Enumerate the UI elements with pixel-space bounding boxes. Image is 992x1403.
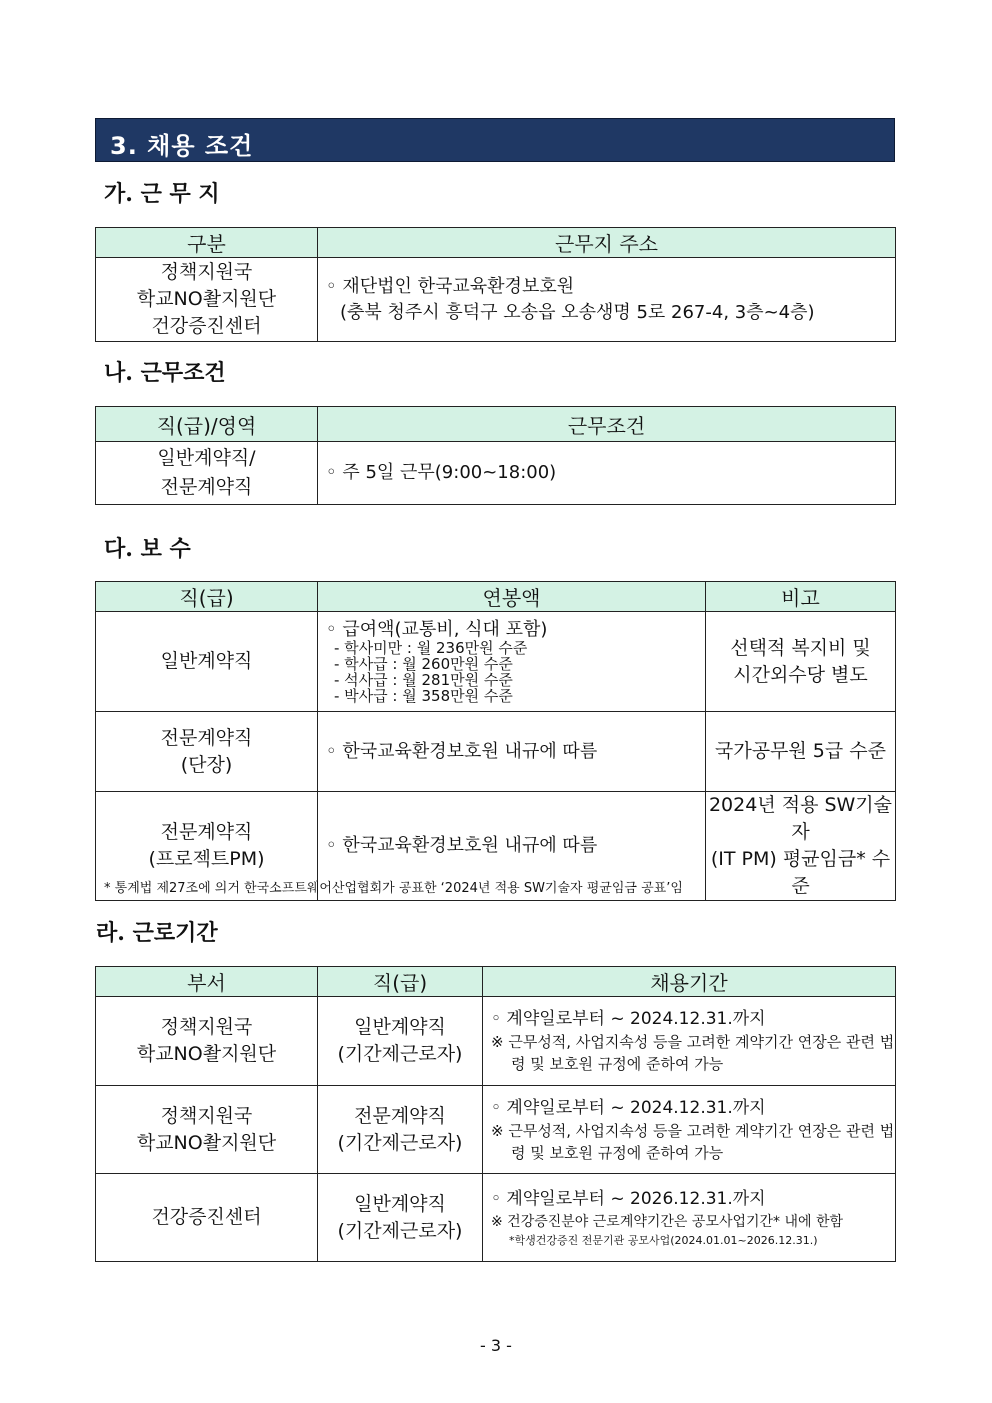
remark-cell (706, 792, 896, 901)
page-number: - 3 - (480, 1336, 512, 1355)
heading-conditions: 나. 근무조건 (104, 360, 226, 386)
location-table (95, 227, 896, 342)
address-org: ◦ 재단법인 한국교육환경보호원 (326, 275, 575, 297)
salary-detail (318, 612, 706, 712)
section-banner (95, 118, 895, 162)
remark-text: 시간외수당 별도 (733, 663, 868, 686)
header-role: 직(급) (318, 967, 483, 997)
dept-name: 건강증진센터 (151, 315, 262, 337)
role-name: (프로젝트PM) (148, 848, 265, 870)
salary-item: - 박사급 : 월 358만원 수준 (334, 686, 513, 705)
dept-name: 건강증진센터 (96, 1174, 318, 1262)
role-director-cell (96, 712, 318, 792)
role-cell (318, 997, 483, 1086)
role-cell (96, 442, 318, 505)
dept-name: 정책지원국 (160, 1104, 253, 1127)
role-cell (318, 1086, 483, 1174)
period-text: ◦ 계약일로부터 ~ 2024.12.31.까지 (491, 1009, 766, 1029)
section-title: 3. 채용 조건 (110, 132, 254, 160)
remark-text: 국가공무원 5급 수준 (706, 712, 896, 792)
role-name: 일반계약직 (354, 1016, 446, 1038)
dept-cell (96, 258, 318, 342)
address-detail: (충북 청주시 흥덕구 오송읍 오송생명 5로 267-4, 3층~4층) (340, 301, 815, 323)
dept-name: 학교NO촬지원단 (136, 288, 277, 310)
table-row (96, 1086, 896, 1174)
dept-name: 학교NO촬지원단 (136, 1043, 277, 1065)
period-footnote: *학생건강증진 전문기관 공모사업(2024.01.01~2026.12.31.) (509, 1233, 818, 1247)
header-condition: 근무조건 (318, 407, 896, 442)
heading-pay: 다. 보 수 (104, 536, 191, 562)
role-name: (단장) (180, 753, 233, 776)
role-name: 전문계약직 (160, 476, 253, 498)
table-row (96, 997, 896, 1086)
period-reference: ※ 근무성적, 사업지속성 등을 고려한 계약기간 연장은 관련 법령 및 보호원 규정에 준하여 가능 (491, 1121, 895, 1162)
header-period: 채용기간 (483, 967, 896, 997)
period-table (95, 966, 896, 1262)
role-name: 전문계약직 (354, 1104, 446, 1127)
header-salary: 연봉액 (318, 582, 706, 612)
role-name: 일반계약직/ (157, 447, 256, 469)
dept-name: 정책지원국 (160, 261, 253, 283)
dept-name: 학교NO촬지원단 (136, 1131, 277, 1154)
header-role: 직(급)/영역 (96, 407, 318, 442)
role-name: (기간제근로자) (337, 1219, 463, 1242)
period-reference: ※ 건강증진분야 근로계약기간은 공모사업기간* 내에 한함 (491, 1213, 844, 1230)
heading-workplace: 가. 근 무 지 (104, 181, 220, 207)
period-cell (483, 1174, 896, 1262)
header-remarks: 비고 (706, 582, 896, 612)
heading-period: 라. 근로기간 (96, 920, 218, 946)
pay-table (95, 581, 896, 901)
remark-cell (706, 612, 896, 712)
dept-name: 정책지원국 (160, 1016, 253, 1038)
remark-text: 2024년 적용 SW기술자 (708, 794, 893, 843)
remark-text: 선택적 복지비 및 (730, 636, 871, 659)
role-name: (기간제근로자) (337, 1131, 463, 1154)
dept-cell (96, 1086, 318, 1174)
role-name: 전문계약직 (160, 821, 253, 843)
salary-item: - 학사급 : 월 260만원 수준 (334, 654, 513, 673)
header-department: 부서 (96, 967, 318, 997)
period-text: ◦ 계약일로부터 ~ 2026.12.31.까지 (491, 1188, 766, 1209)
header-division: 구분 (96, 228, 318, 258)
role-cell (318, 1174, 483, 1262)
salary-heading: ◦ 급여액(교통비, 식대 포함) (326, 618, 548, 640)
role-name: 전문계약직 (160, 726, 253, 749)
salary-item: - 석사급 : 월 281만원 수준 (334, 670, 513, 689)
salary-text: ◦ 한국교육환경보호원 내규에 따름 (318, 712, 706, 792)
pay-footnote: * 통계법 제27조에 의거 한국소프트웨어산업협회가 공표한 ‘2024년 적용 SW기술자 평균임금 공표’임 (104, 881, 683, 896)
condition-table (95, 406, 896, 505)
remark-text: (IT PM) 평균임금* 수준 (710, 848, 891, 897)
role-general: 일반계약직 (96, 612, 318, 712)
address-cell (318, 258, 896, 342)
salary-item: - 학사미만 : 월 236만원 수준 (334, 638, 528, 657)
header-role: 직(급) (96, 582, 318, 612)
role-name: 일반계약직 (354, 1192, 446, 1215)
period-reference: ※ 근무성적, 사업지속성 등을 고려한 계약기간 연장은 관련 법령 및 보호원 규정에 준하여 가능 (491, 1033, 895, 1073)
role-name: (기간제근로자) (337, 1043, 463, 1065)
condition-text: ◦ 주 5일 근무(9:00~18:00) (318, 442, 896, 505)
period-cell (483, 997, 896, 1086)
period-cell (483, 1086, 896, 1174)
table-row (96, 1174, 896, 1262)
salary-text: ◦ 한국교육환경보호원 내규에 따름 (318, 792, 706, 901)
header-address: 근무지 주소 (318, 228, 896, 258)
period-text: ◦ 계약일로부터 ~ 2024.12.31.까지 (491, 1097, 766, 1118)
dept-cell (96, 997, 318, 1086)
